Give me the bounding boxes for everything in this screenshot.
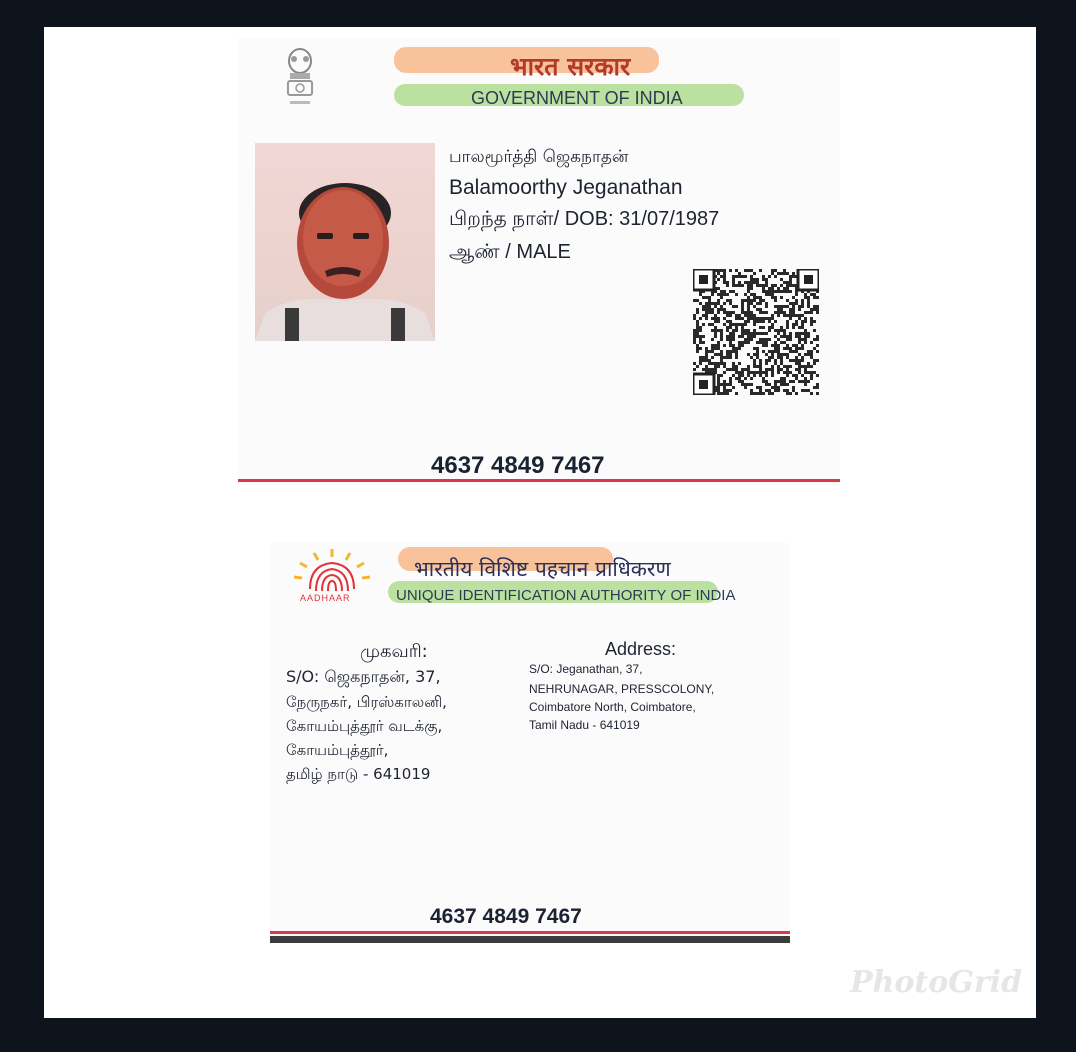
- aadhaar-number-front: 4637 4849 7467: [431, 452, 605, 479]
- holder-photo: [255, 143, 435, 341]
- address-tamil-line: நேருநகர், பிரஸ்காலனி,: [286, 693, 447, 711]
- address-tamil-line: S/O: ஜெகநாதன், 37,: [286, 667, 441, 686]
- red-divider: [238, 479, 840, 482]
- aadhaar-card-front: [238, 37, 840, 485]
- photogrid-watermark: PhotoGrid: [850, 965, 1023, 1000]
- qr-code: [693, 269, 819, 395]
- aadhaar-logo-text: AADHAAR: [300, 593, 351, 603]
- holder-dob: பிறந்த நாள்/ DOB: 31/07/1987: [449, 208, 720, 230]
- address-english-line: NEHRUNAGAR, PRESSCOLONY,: [529, 682, 715, 696]
- address-tamil-line: தமிழ் நாடு - 641019: [286, 765, 431, 783]
- red-divider-back: [270, 931, 790, 934]
- gov-hindi-title: भारत सरकार: [510, 52, 631, 81]
- address-english-line: Tamil Nadu - 641019: [529, 718, 640, 732]
- address-english-line: S/O: Jeganathan, 37,: [529, 662, 643, 676]
- address-tamil-line: கோயம்புத்தூர்,: [286, 741, 389, 759]
- address-label-tamil: முகவரி:: [360, 641, 428, 662]
- aadhaar-number-back: 4637 4849 7467: [430, 905, 582, 928]
- holder-name-english: Balamoorthy Jeganathan: [449, 176, 683, 199]
- address-english-line: Coimbatore North, Coimbatore,: [529, 700, 696, 714]
- authority-english: UNIQUE IDENTIFICATION AUTHORITY OF INDIA: [396, 587, 736, 604]
- aadhaar-card-back: [270, 543, 790, 943]
- card-bottom-edge: [270, 936, 790, 943]
- holder-name-tamil: பாலமூர்த்தி ஜெகநாதன்: [449, 147, 629, 167]
- emblem-icon: [280, 43, 320, 113]
- address-tamil-line: கோயம்புத்தூர் வடக்கு,: [286, 717, 443, 735]
- gov-english-title: GOVERNMENT OF INDIA: [471, 88, 683, 108]
- address-label-english: Address:: [605, 639, 677, 659]
- holder-gender: ஆண் / MALE: [449, 241, 571, 263]
- authority-hindi: भारतीय विशिष्ट पहचान प्राधिकरण: [414, 557, 671, 581]
